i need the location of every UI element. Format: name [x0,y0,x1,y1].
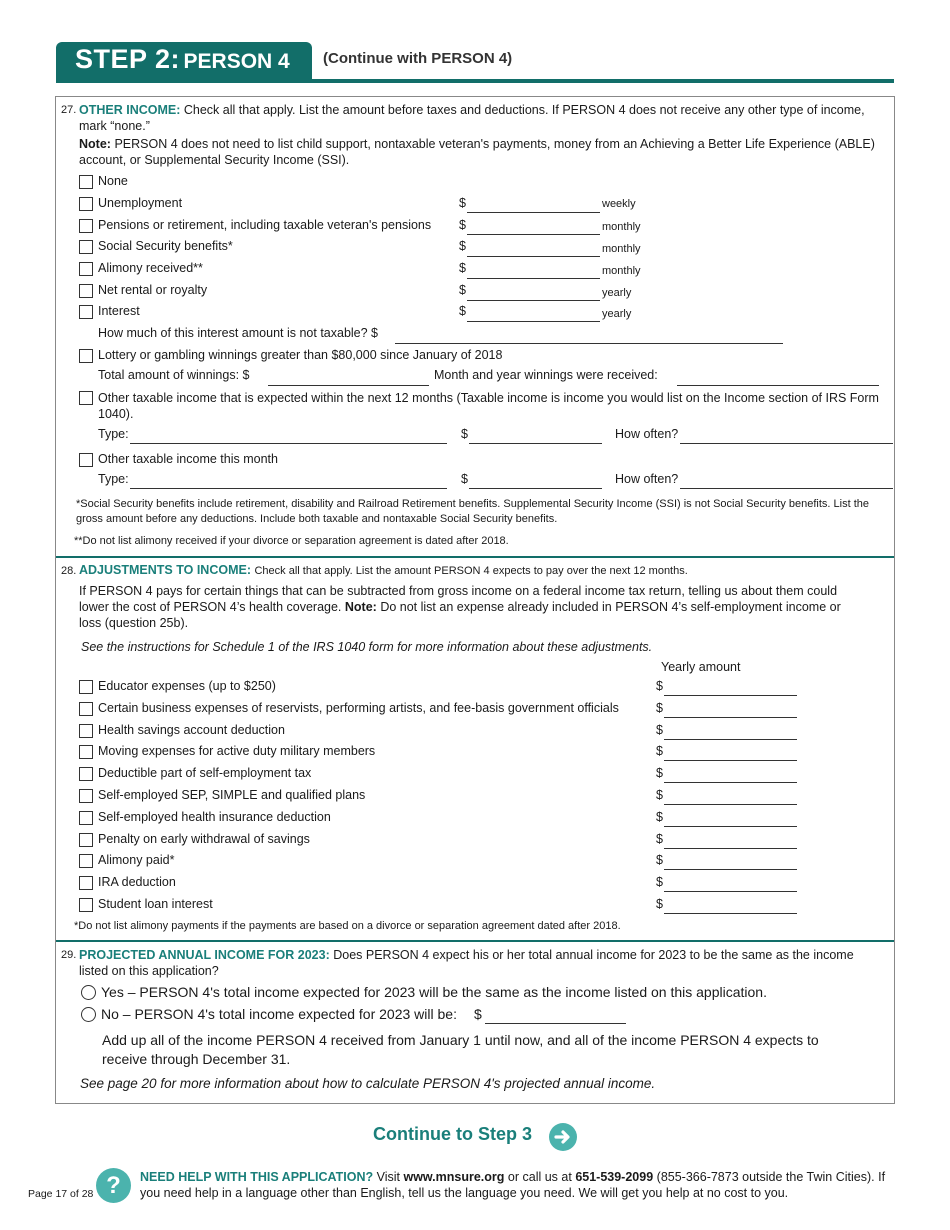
type-label: Type: [98,472,129,486]
continue-to-step-3[interactable]: Continue to Step 3 [373,1124,532,1144]
currency-sign: $ [656,897,663,911]
adjustment-label: Self-employed health insurance deduction [98,810,331,824]
yearly-amount-field[interactable] [664,782,797,783]
projected-income-field[interactable] [485,1023,626,1024]
other-taxable-amount-field[interactable] [469,443,602,444]
page-number: Page 17 of 28 [28,1188,94,1200]
q29-number: 29. [61,949,77,961]
currency-sign: $ [461,427,468,441]
radio-yes[interactable] [81,985,96,1000]
q28-number: 28. [61,565,77,577]
freq-unemployment: weekly [602,198,636,210]
yearly-amount-field[interactable] [664,913,797,914]
label-no: No – PERSON 4's total income expected for 2023 will be: [101,1006,457,1022]
amount-field-pensions[interactable] [467,234,600,235]
label-other-taxable: Other taxable income that is expected within the next 12 months (Taxable income is income you would list on the Income section of IRS Form 1040). [98,391,879,421]
q28-footnote: *Do not list alimony payments if the payments are based on a divorce or separation agreement dated after 2018. [74,920,621,932]
help-title: NEED HELP WITH THIS APPLICATION? [140,1170,374,1184]
yearly-amount-field[interactable] [664,760,797,761]
yearly-amount-field[interactable] [664,826,797,827]
yearly-amount-field[interactable] [664,891,797,892]
other-month-amount-field[interactable] [469,488,602,489]
yearly-amount-field[interactable] [664,848,797,849]
q28-para-b: Do not list an expense already included in PERSON 4’s self-employment income or loss (question 25b). [79,600,841,630]
checkbox-adjustment[interactable] [79,789,93,803]
other-taxable-how-often-field[interactable] [680,443,893,444]
currency-sign: $ [459,218,466,232]
checkbox-other-taxable[interactable] [79,391,93,405]
currency-sign: $ [474,1006,482,1022]
lottery-total-field[interactable] [268,385,429,386]
interest-question: How much of this interest amount is not taxable? $ [98,326,379,340]
currency-sign: $ [459,196,466,210]
checkbox-unemployment[interactable] [79,197,93,211]
checkbox-other-month[interactable] [79,453,93,467]
checkbox-interest[interactable] [79,305,93,319]
checkbox-adjustment[interactable] [79,854,93,868]
continue-note: (Continue with PERSON 4) [323,50,513,67]
yearly-amount-field[interactable] [664,804,797,805]
help-website-link[interactable]: www.mnsure.org [403,1170,505,1184]
checkbox-pensions[interactable] [79,219,93,233]
adjustment-label: Alimony paid* [98,853,175,867]
help-visit: Visit [376,1170,400,1184]
see-page-note: See page 20 for more information about how to calculate PERSON 4's projected annual income. [80,1076,656,1091]
currency-sign: $ [459,283,466,297]
q29-question-text: Does PERSON 4 expect his or her total annual income for 2023 to be the same as the income listed on this application? [79,948,854,978]
q28-para-a: If PERSON 4 pays for certain things that can be subtracted from gross income on a federal income tax return, telling us about them could lower the cost of PERSON 4’s health coverage. [79,584,838,614]
other-month-type-field[interactable] [130,488,447,489]
currency-sign: $ [656,853,663,867]
help-rest-2: Cities). If you need help in a language other than English, tell us the language you need. We will get you help at no cost to you. [140,1170,886,1200]
amount-field-social-security[interactable] [467,256,600,257]
section-divider [56,940,894,942]
adjustment-label: Health savings account deduction [98,723,285,737]
help-question-icon: ? [96,1168,131,1203]
yearly-amount-field[interactable] [664,739,797,740]
amount-field-unemployment[interactable] [467,212,600,213]
help-rest-1: (855-366-7873 outside the Twin [656,1170,833,1184]
yearly-amount-header: Yearly amount [661,660,741,674]
q29-title: PROJECTED ANNUAL INCOME FOR 2023: [79,948,330,962]
q27-footnote-1: *Social Security benefits include retirement, disability and Railroad Retirement benefits. Supplemental Security Income (SSI) is not Social Security benefits. List the gross amount before any deductions. Include both taxable and nontaxable Social Security benefits. [76,498,869,525]
currency-sign: $ [459,261,466,275]
yearly-amount-field[interactable] [664,717,797,718]
label-interest: Interest [98,304,140,318]
checkbox-adjustment[interactable] [79,724,93,738]
freq-pensions: monthly [602,221,641,233]
freq-interest: yearly [602,308,632,320]
type-label: Type: [98,427,129,441]
adjustment-label: IRA deduction [98,875,176,889]
nontaxable-interest-field[interactable] [395,343,783,344]
step-title [75,44,290,75]
label-alimony-received: Alimony received** [98,261,203,275]
add-up-instructions: Add up all of the income PERSON 4 received from January 1 until now, and all of the income PERSON 4 expects to receive through December 31. [102,1032,819,1067]
adjustment-label: Student loan interest [98,897,213,911]
label-lottery: Lottery or gambling winnings greater than $80,000 since January of 2018 [98,348,503,362]
checkbox-adjustment[interactable] [79,876,93,890]
currency-sign: $ [656,744,663,758]
q27-intro [79,102,889,134]
q28-title: ADJUSTMENTS TO INCOME: [79,563,251,577]
label-social-security: Social Security benefits* [98,239,233,253]
currency-sign: $ [656,679,663,693]
label-pensions: Pensions or retirement, including taxable veteran's pensions [98,218,432,232]
checkbox-adjustment[interactable] [79,767,93,781]
q28-paragraph [79,583,859,631]
radio-no[interactable] [81,1007,96,1022]
label-other-month: Other taxable income this month [98,452,278,466]
lottery-month-label: Month and year winnings were received: [434,368,658,382]
freq-social-security: monthly [602,243,641,255]
lottery-total-label: Total amount of winnings: $ [98,368,250,382]
checkbox-adjustment[interactable] [79,702,93,716]
label-none: None [98,174,128,188]
amount-field-interest[interactable] [467,321,600,322]
adjustment-label: Self-employed SEP, SIMPLE and qualified plans [98,788,366,802]
q27-note-label: Note: [79,137,111,151]
q27-note-text: PERSON 4 does not need to list child support, nontaxable veteran's payments, money from an Achieving a Better Life Experience (ABLE) account, or Supplemental Security Income (SSI). [79,137,875,167]
label-yes: Yes – PERSON 4's total income expected for 2023 will be the same as the income listed on this application. [101,984,767,1000]
label-unemployment: Unemployment [98,196,183,210]
adjustment-label: Certain business expenses of reservists, performing artists, and fee-basis government officials [98,701,619,715]
checkbox-adjustment[interactable] [79,680,93,694]
currency-sign: $ [656,810,663,824]
freq-net-rental: yearly [602,287,632,299]
q28-intro [79,563,688,577]
q27-intro-text: Check all that apply. List the amount before taxes and deductions. If PERSON 4 does not receive any other type of income, mark “none.” [79,103,865,133]
currency-sign: $ [656,788,663,802]
currency-sign: $ [656,832,663,846]
how-often-label: How often? [615,427,679,441]
lottery-month-field[interactable] [677,385,879,386]
freq-alimony-received: monthly [602,265,641,277]
step-label: STEP 2: [75,44,181,74]
currency-sign: $ [459,304,466,318]
help-phone-link[interactable]: 651-539-2099 [575,1170,654,1184]
header-rule [56,79,894,83]
checkbox-adjustment[interactable] [79,745,93,759]
q28-intro-text: Check all that apply. List the amount PERSON 4 expects to pay over the next 12 months. [254,565,688,577]
q29-question [79,947,879,979]
checkbox-adjustment[interactable] [79,898,93,912]
currency-sign: $ [656,723,663,737]
person-label: PERSON 4 [183,50,290,73]
q27-title: OTHER INCOME: [79,103,181,117]
arrow-right-icon[interactable] [549,1123,577,1151]
section-divider [56,556,894,558]
q27-footnote-2: **Do not list alimony received if your divorce or separation agreement is dated after 2018. [74,535,509,547]
amount-field-alimony-received[interactable] [467,278,600,279]
currency-sign: $ [656,875,663,889]
checkbox-net-rental[interactable] [79,284,93,298]
currency-sign: $ [459,239,466,253]
checkbox-lottery[interactable] [79,349,93,363]
checkbox-alimony-received[interactable] [79,262,93,276]
checkbox-adjustment[interactable] [79,833,93,847]
adjustment-label: Moving expenses for active duty military members [98,744,376,758]
q27-note [79,136,879,168]
currency-sign: $ [656,766,663,780]
yearly-amount-field[interactable] [664,695,797,696]
q28-note-label: Note: [344,600,377,614]
adjustment-label: Penalty on early withdrawal of savings [98,832,310,846]
help-call: or call us at [507,1170,572,1184]
other-month-how-often-field[interactable] [680,488,893,489]
arrow-right-icon-glyph [549,1123,577,1151]
checkbox-social-security[interactable] [79,240,93,254]
label-net-rental: Net rental or royalty [98,283,208,297]
amount-field-net-rental[interactable] [467,300,600,301]
currency-sign: $ [461,472,468,486]
adjustment-label: Deductible part of self-employment tax [98,766,312,780]
how-often-label: How often? [615,472,679,486]
currency-sign: $ [656,701,663,715]
yearly-amount-field[interactable] [664,869,797,870]
other-taxable-type-field[interactable] [130,443,447,444]
checkbox-adjustment[interactable] [79,811,93,825]
q28-instructions: See the instructions for Schedule 1 of the IRS 1040 form for more information about these adjustments. [81,640,653,654]
adjustment-label: Educator expenses (up to $250) [98,679,276,693]
help-text [140,1169,890,1201]
q27-number: 27. [61,104,77,116]
checkbox-none[interactable] [79,175,93,189]
